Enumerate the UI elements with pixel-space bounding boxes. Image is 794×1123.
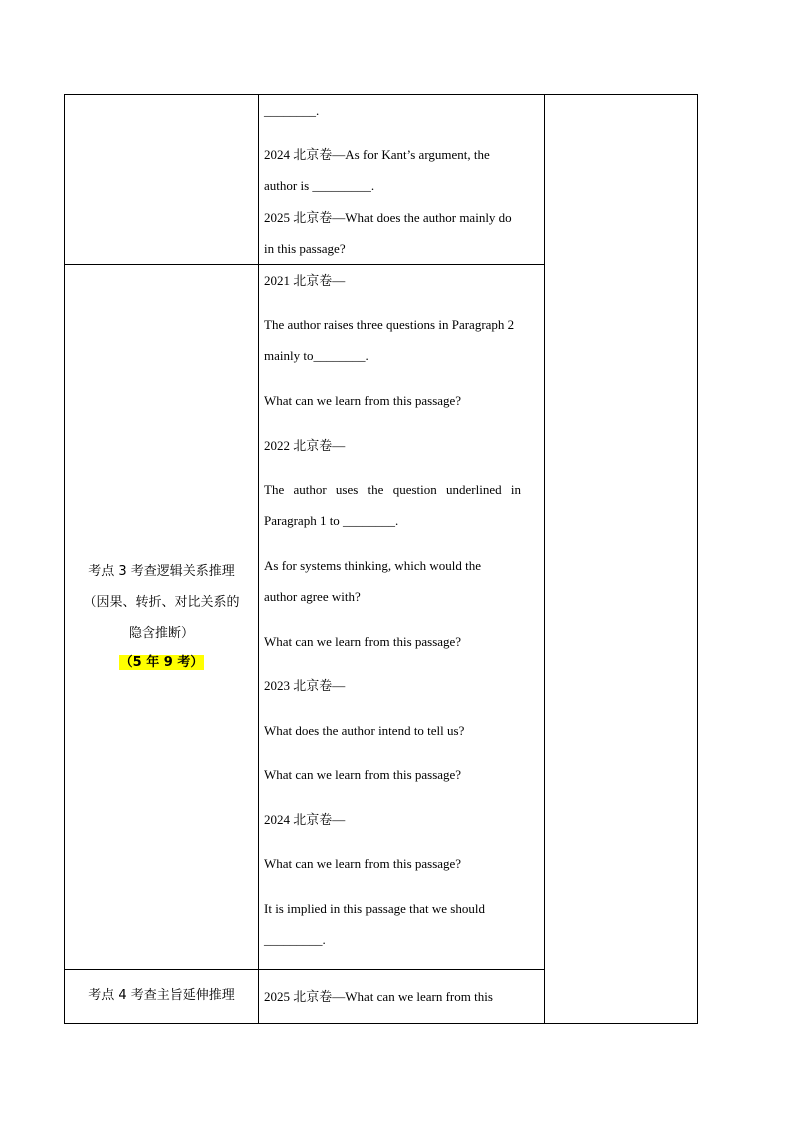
row2-line: What can we learn from this passage? bbox=[264, 634, 462, 649]
row2-line: 2021 北京卷— bbox=[264, 273, 346, 288]
row-divider-1 bbox=[64, 264, 545, 265]
row2-line: _________. bbox=[264, 932, 326, 947]
table-border-bottom bbox=[64, 1023, 698, 1024]
row-divider-2 bbox=[64, 969, 545, 970]
row1-line: in this passage? bbox=[264, 241, 346, 256]
row2-topic bbox=[65, 560, 258, 672]
row2-line: Paragraph 1 to ________. bbox=[264, 513, 399, 528]
row2-line: The author uses the question underlined in bbox=[264, 482, 521, 497]
table-border-left bbox=[64, 94, 65, 1024]
topic-count-row bbox=[65, 654, 258, 672]
row3-topic: 考点 4 考查主旨延伸推理 bbox=[88, 988, 235, 1003]
topic-subtitle: （因果、转折、对比关系的 bbox=[83, 595, 240, 610]
row2-line: It is implied in this passage that we should bbox=[264, 901, 485, 916]
row2-line: As for systems thinking, which would the bbox=[264, 558, 482, 573]
table-divider-2 bbox=[544, 94, 545, 1024]
row2-line: What can we learn from this passage? bbox=[264, 856, 462, 871]
row1-line: ________. bbox=[264, 103, 320, 118]
table-border-top bbox=[64, 94, 698, 95]
row2-line: mainly to________. bbox=[264, 348, 369, 363]
row2-line: What can we learn from this passage? bbox=[264, 767, 462, 782]
table-border-right bbox=[697, 94, 698, 1024]
row3-line: 2025 北京卷—What can we learn from this bbox=[264, 989, 493, 1004]
row2-line: What does the author intend to tell us? bbox=[264, 723, 465, 738]
row2-line: The author raises three questions in Paragraph 2 bbox=[264, 317, 515, 332]
topic-subtitle-end: 隐含推断） bbox=[128, 626, 194, 641]
row2-line: 2022 北京卷— bbox=[264, 438, 346, 453]
row1-line: author is _________. bbox=[264, 178, 375, 193]
row1-line: 2024 北京卷—As for Kant’s argument, the bbox=[264, 147, 490, 162]
topic-count-badge: （5 年 9 考） bbox=[119, 655, 204, 670]
row2-line: 2024 北京卷— bbox=[264, 812, 346, 827]
table-divider-1 bbox=[258, 94, 259, 1024]
row2-line: author agree with? bbox=[264, 589, 361, 604]
row2-line: 2023 北京卷— bbox=[264, 678, 346, 693]
row1-line: 2025 北京卷—What does the author mainly do bbox=[264, 210, 512, 225]
row2-line: What can we learn from this passage? bbox=[264, 393, 462, 408]
topic-title: 考点 3 考查逻辑关系推理 bbox=[88, 564, 235, 579]
